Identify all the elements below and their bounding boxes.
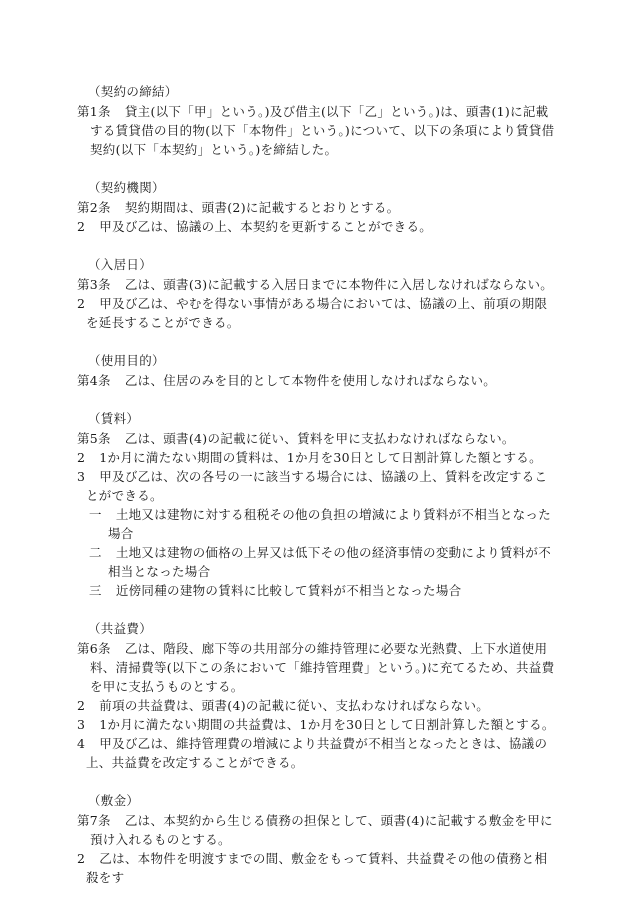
article-text: 乙は、階段、廊下等の共用部分の維持管理に必要な光熱費、上下水道使用料、清掃費等(以下この条において「維持管理費」という。)に充てるため、共益費を甲に支払うものとする。 [90,641,555,694]
item-text: 土地又は建物の価格の上昇又は低下その他の経済事情の変動により賃料が不相当となった場合 [108,545,552,579]
article-text: 乙は、頭書(4)の記載に従い、賃料を甲に支払わなければならない。 [124,431,515,446]
clause [77,217,555,236]
section-conclusion [77,82,555,159]
clause-number: 3 [77,717,86,732]
article-2 [77,198,555,217]
clause-text: 前項の共益費は、頭書(4)の記載に従い、支払わなければならない。 [99,698,490,713]
section-contract-period [77,178,555,236]
list-item [77,543,555,581]
clause [77,734,555,772]
clause [77,715,555,734]
clause [77,448,555,467]
clause-text: 1か月に満たない期間の共益費は、1か月を30日として日割計算した額とする。 [99,717,555,732]
section-rent [77,409,555,600]
contract-document [77,82,555,906]
item-text: 近傍同種の建物の賃料に比較して賃料が不相当となった場合 [115,583,462,598]
article-7 [77,811,555,849]
article-text: 乙は、頭書(3)に記載する入居日までに本物件に入居しなければならない。 [124,277,554,292]
section-heading: （賃料） [88,411,140,426]
clause-text: 甲及び乙は、維持管理費の増減により共益費が不相当となったときは、協議の上、共益費を改定することができる。 [86,736,548,770]
clause-number: 2 [77,219,86,234]
article-6 [77,639,555,696]
article-number: 第1条 [77,104,111,119]
section-deposit [77,791,555,887]
clause [77,294,555,332]
item-number: 三 [89,583,102,598]
clause-number: 3 [77,469,86,484]
clause-text: 甲及び乙は、やむを得ない事情がある場合においては、協議の上、前項の期限を延長することができる。 [86,296,548,330]
section-common-service-fee [77,619,555,772]
clause-number: 2 [77,450,86,465]
clause-number: 2 [77,698,86,713]
section-purpose-of-use [77,351,555,390]
clause-text: 甲及び乙は、次の各号の一に該当する場合には、協議の上、賃料を改定することができる。 [86,469,548,503]
clause [77,467,555,505]
clause-text: 乙は、本物件を明渡すまでの間、敷金をもって賃料、共益費その他の債務と相殺をす [86,851,548,885]
article-text: 貸主(以下「甲」という。)及び借主(以下「乙」という。)は、頭書(1)に記載する賃貸借の目的物(以下「本物件」という。)について、以下の条項により賃貸借契約(以下「本契約」という。)を締結した。 [90,104,555,157]
list-item [77,581,555,600]
article-text: 乙は、住居のみを目的として本物件を使用しなければならない。 [124,373,497,388]
section-move-in-date [77,255,555,332]
clause-number: 4 [77,736,86,751]
section-heading: （敷金） [88,793,140,808]
clause-text: 1か月に満たない期間の賃料は、1か月を30日として日割計算した額とする。 [99,450,542,465]
article-3 [77,275,555,294]
article-number: 第4条 [77,373,111,388]
article-number: 第2条 [77,200,111,215]
section-heading: （使用目的） [88,353,165,368]
article-text: 乙は、本契約から生じる債務の担保として、頭書(4)に記載する敷金を甲に預け入れるものとする。 [90,813,553,847]
section-heading: （共益費） [88,621,153,636]
article-number: 第6条 [77,641,111,656]
clause [77,849,555,887]
item-number: 二 [89,545,102,560]
list-item [77,505,555,543]
article-4 [77,371,555,390]
clause-number: 2 [77,851,86,866]
section-heading: （契約の締結） [88,84,178,99]
section-heading: （入居日） [88,257,153,272]
article-number: 第5条 [77,431,111,446]
article-1 [77,102,555,159]
section-heading: （契約機関） [88,180,165,195]
article-number: 第3条 [77,277,111,292]
clause-text: 甲及び乙は、協議の上、本契約を更新することができる。 [99,219,433,234]
article-text: 契約期間は、頭書(2)に記載するとおりとする。 [124,200,400,215]
item-text: 土地又は建物に対する租税その他の負担の増減により賃料が不相当となった場合 [108,507,552,541]
clause-number: 2 [77,296,86,311]
article-number: 第7条 [77,813,111,828]
clause [77,696,555,715]
item-number: 一 [89,507,102,522]
article-5 [77,429,555,448]
